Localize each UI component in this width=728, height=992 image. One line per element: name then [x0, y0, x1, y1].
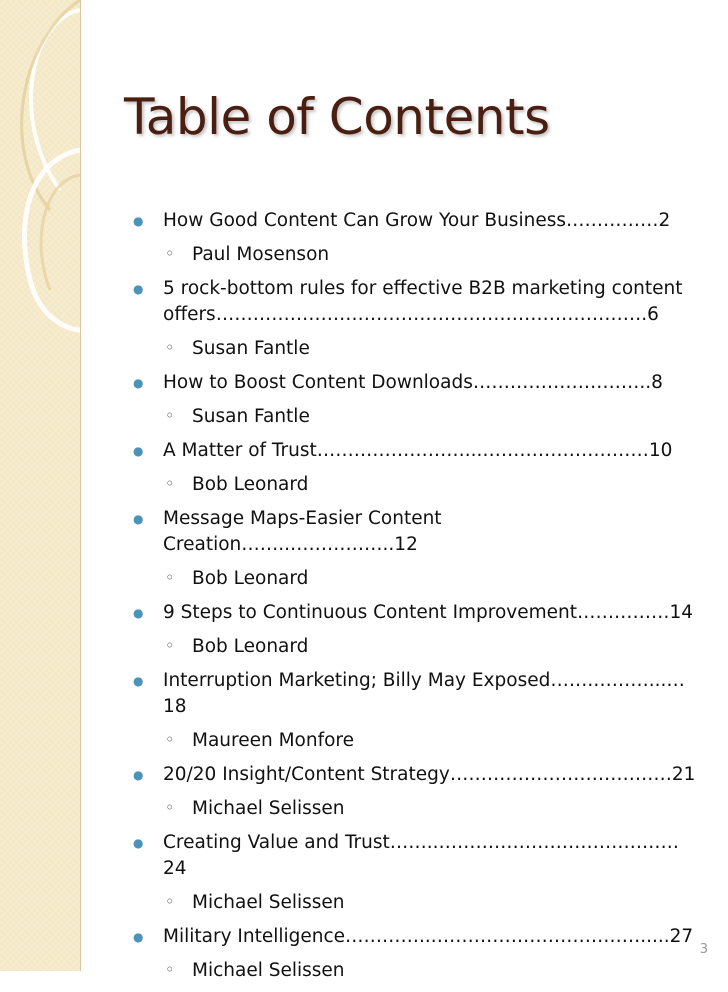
toc-author	[131, 472, 701, 498]
toc-entry-text: A Matter of Trust……………………...………………………10	[163, 440, 673, 461]
slide-title: Table of Contents	[124, 88, 550, 146]
bullet-icon: ●	[133, 376, 144, 390]
bullet-icon: ●	[133, 674, 144, 688]
bullet-icon: ●	[133, 282, 144, 296]
toc-entry[interactable]	[131, 506, 701, 558]
bullet-icon: ●	[133, 444, 144, 458]
toc-entry-text: 9 Steps to Continuous Content Improvement……………14	[163, 602, 694, 623]
bullet-icon: ●	[133, 512, 144, 526]
toc-author	[131, 566, 701, 592]
sub-bullet-icon: ◦	[165, 960, 175, 979]
toc-author	[131, 634, 701, 660]
toc-entry[interactable]	[131, 438, 701, 464]
toc-item	[131, 762, 701, 822]
toc-item	[131, 830, 701, 916]
bullet-icon: ●	[133, 214, 144, 228]
bullet-icon: ●	[133, 768, 144, 782]
toc-entry-text: How to Boost Content Downloads………………………..8	[163, 372, 663, 393]
toc-entry-text: Military Intelligence…………...…………………………….....27	[163, 926, 694, 947]
author-name: Michael Selissen	[192, 892, 345, 913]
toc-entry[interactable]	[131, 668, 701, 720]
author-name: Susan Fantle	[192, 406, 310, 427]
author-name: Michael Selissen	[192, 798, 345, 819]
toc-entry-text: 20/20 Insight/Content Strategy………………………………21	[163, 764, 696, 785]
sub-bullet-icon: ◦	[165, 636, 175, 655]
decorative-rings	[0, 0, 80, 971]
toc-entry-text: Creating Value and Trust……..…………………………………24	[163, 832, 680, 879]
toc-author	[131, 728, 701, 754]
toc-item	[131, 668, 701, 754]
toc-item	[131, 600, 701, 660]
author-name: Bob Leonard	[192, 568, 309, 589]
sub-bullet-icon: ◦	[165, 406, 175, 425]
decorative-side-band	[0, 0, 81, 971]
author-name: Susan Fantle	[192, 338, 310, 359]
toc-entry-text: Message Maps-Easier Content Creation……..……………..12	[163, 508, 442, 555]
sub-bullet-icon: ◦	[165, 244, 175, 263]
toc-entry[interactable]	[131, 208, 701, 234]
sub-bullet-icon: ◦	[165, 338, 175, 357]
toc-author	[131, 404, 701, 430]
toc-entry[interactable]	[131, 370, 701, 396]
toc-item	[131, 276, 701, 362]
sub-bullet-icon: ◦	[165, 474, 175, 493]
toc-author	[131, 796, 701, 822]
toc-author	[131, 242, 701, 268]
bullet-icon: ●	[133, 930, 144, 944]
toc-author	[131, 890, 701, 916]
toc-item	[131, 208, 701, 268]
bullet-icon: ●	[133, 836, 144, 850]
page-number: 3	[699, 942, 708, 957]
author-name: Maureen Monfore	[192, 730, 355, 751]
sub-bullet-icon: ◦	[165, 730, 175, 749]
table-of-contents-list	[131, 208, 701, 992]
author-name: Michael Selissen	[192, 960, 345, 981]
toc-entry-text: How Good Content Can Grow Your Business……………2	[163, 210, 671, 231]
sub-bullet-icon: ◦	[165, 798, 175, 817]
toc-entry-text: offers…………………………………………………………….6	[163, 304, 659, 325]
toc-item	[131, 370, 701, 430]
author-name: Bob Leonard	[192, 474, 309, 495]
bullet-icon: ●	[133, 606, 144, 620]
toc-entry-text: Interruption Marketing; Billy May Exposed…….………...…18	[163, 670, 685, 717]
toc-entry[interactable]	[131, 276, 701, 328]
toc-entry[interactable]	[131, 762, 701, 788]
sub-bullet-icon: ◦	[165, 568, 175, 587]
author-name: Paul Mosenson	[192, 244, 330, 265]
toc-item	[131, 924, 701, 984]
toc-author	[131, 336, 701, 362]
toc-author	[131, 958, 701, 984]
sub-bullet-icon: ◦	[165, 892, 175, 911]
toc-entry-text: 5 rock-bottom rules for effective B2B marketing content	[163, 278, 683, 299]
author-name: Bob Leonard	[192, 636, 309, 657]
toc-entry[interactable]	[131, 924, 701, 950]
toc-entry[interactable]	[131, 830, 701, 882]
toc-item	[131, 506, 701, 592]
toc-item	[131, 438, 701, 498]
toc-entry[interactable]	[131, 600, 701, 626]
